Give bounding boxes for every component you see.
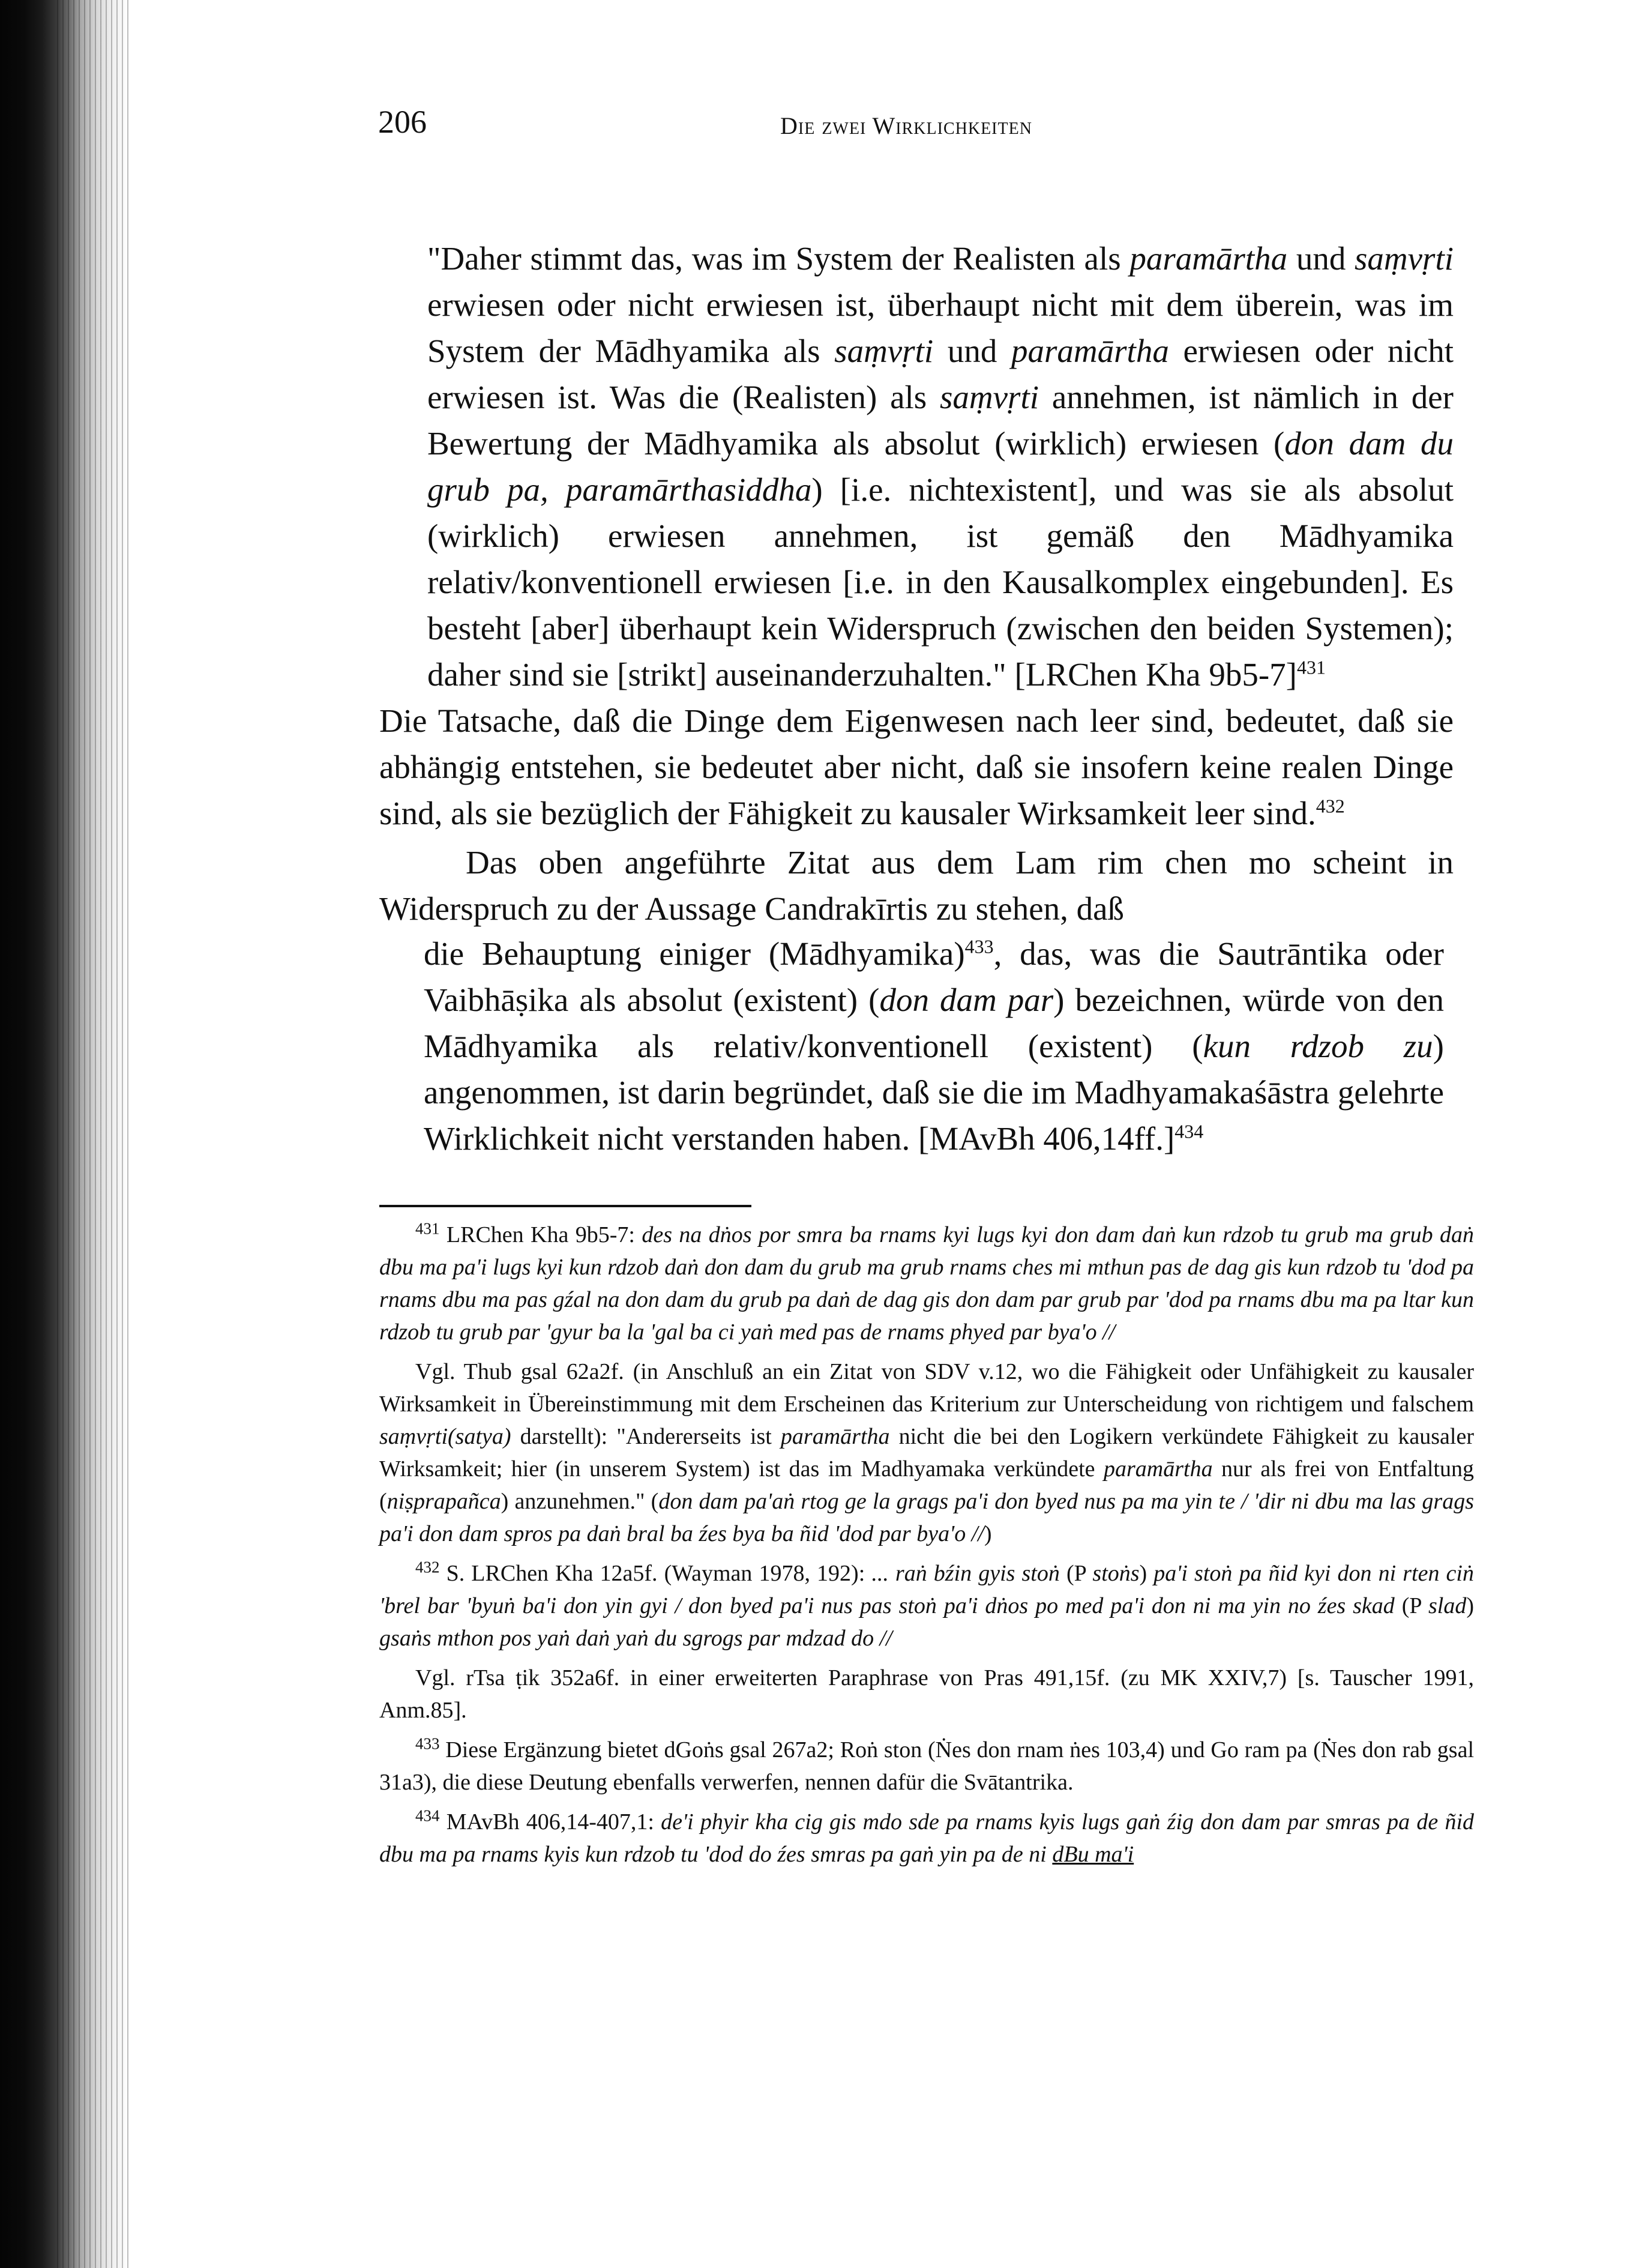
- body-paragraph-1: Die Tatsache, daß die Dinge dem Eigenwesen nach leer sind, bedeutet, daß sie abhängig entstehen, sie bedeutet aber nicht, daß sie insofern keine realen Dinge sind, als sie bezüglich der Fähigkeit zu kausaler Wirksamkeit leer sind.$^{432}$: [379, 702, 1454, 831]
- footnote-separator: [379, 1205, 751, 1207]
- footnote-431-continuation: Vgl. Thub gsal 62a2f. (in Anschluß an ein Zitat von SDV v.12, wo die Fähigkeit oder Unfähigkeit zu kausaler Wirksamkeit in Übereinstimmung mit dem Erscheinen das Kriterium zur Unterscheidung von richtigem und falschem saṃvṛti(satya) darstellt): "Andererseits ist paramārtha nicht die bei den Logikern verkündete Fähigkeit zu kausaler Wirksamkeit; hier (in unserem System) ist das im Madhyamaka verkündete paramārtha nur als frei von Entfaltung (niṣprapañca) anzunehmen." (don dam pa'aṅ rtog ge la grags pa'i don byed nus pa ma yin te / 'dir ni dbu ma las grags pa'i don dam spros pa daṅ bral ba źes bya ba ñid 'dod par bya'o //): [379, 1359, 1475, 1546]
- page-number: 206: [378, 104, 427, 140]
- footnote-432: $^{432}$ S. LRChen Kha 12a5f. (Wayman 1978, 192): ... raṅ bźin gyis stoṅ (P stoṅs) pa'i stoṅ pa ñid kyi don ni rten ciṅ 'brel bar 'byuṅ ba'i don yin gyi / don byed pa'i nus pas stoṅ pa'i dṅos po med pa'i don ni ma yin no źes skad (P slad) gsaṅs mthon pos yaṅ daṅ yaṅ du sgrogs par mdzad do //: [379, 1558, 1474, 1651]
- scan-gutter-lines: [57, 0, 129, 2268]
- footnote-ref-432[interactable]: 432: [1316, 795, 1345, 817]
- body-paragraph-2: Das oben angeführte Zitat aus dem Lam rim chen mo scheint in Widerspruch zu der Aussage Candrakīrtis zu stehen, daß: [379, 844, 1454, 927]
- block-quote-mavbh: die Behauptung einiger (Mādhyamika)$^{433}$, das, was die Sautrāntika oder Vaibhāṣika als absolut (existent) (don dam par) bezeichnen, würde von den Mādhyamika als relativ/konventionell (existent) (kun rdzob zu) angenommen, ist darin begründet, daß sie die im Madhyamakaśāstra gelehrte Wirklichkeit nicht verstanden haben. [MAvBh 406,14ff.]$^{434}$: [424, 935, 1445, 1157]
- footnote-ref-431[interactable]: 431: [1296, 656, 1326, 678]
- footnote-431: $^{431}$ LRChen Kha 9b5-7: des na dṅos por smra ba rnams kyi lugs kyi don dam daṅ kun rdzob tu grub ma grub daṅ dbu ma pa'i lugs kyi kun rdzob daṅ don dam du grub ma grub rnams ches mi mthun pas de dag gis kun rdzob tu 'dod pa rnams dbu ma pas gźal na don dam du grub pa daṅ de dag gis don dam par grub par 'dod pa rnams dbu ma pa ltar kun rdzob tu grub par 'gyur ba la 'gal ba ci yaṅ med pas de rnams phyed par bya'o //: [379, 1219, 1474, 1345]
- footnote-433: $^{433}$ Diese Ergänzung bietet dGoṅs gsal 267a2; Roṅ ston (Ṅes don rnam ṅes 103,4) und Go ram pa (Ṅes don rab gsal 31a3), die diese Deutung ebenfalls verwerfen, nennen dafür die Svātantrika.: [379, 1734, 1474, 1795]
- block-quote-lrchen: [427, 235, 1454, 698]
- footnote-432-continuation: Vgl. rTsa ṭik 352a6f. in einer erweiterten Paraphrase von Pras 491,15f. (zu MK XXIV,7) [s. Tauscher 1991, Anm.85].: [379, 1665, 1474, 1723]
- footnote-ref-434[interactable]: 434: [1174, 1120, 1204, 1142]
- quote-paragraph: "Daher stimmt das, was im System der Realisten als paramārtha und saṃvṛti erwiesen oder nicht erwiesen ist, überhaupt nicht mit dem überein, was im System der Mādhyamika als saṃvṛti und paramārtha erwiesen oder nicht erwiesen ist. Was die (Realisten) als saṃvṛti annehmen, ist nämlich in der Bewertung der Mādhyamika als absolut (wirklich) erwiesen (don dam du grub pa, paramārthasiddha) [i.e. nichtexistent], und was sie als absolut (wirklich) erwiesen annehmen, ist gemäß den Mādhyamika relativ/konventionell erwiesen [i.e. in den Kausalkomplex eingebunden]. Es besteht [aber] überhaupt kein Widerspruch (zwischen den beiden Systemen); daher sind sie [strikt] auseinanderzuhalten." [LRChen Kha 9b5-7]$^{431}$: [427, 240, 1454, 693]
- footnote-434: $^{434}$ MAvBh 406,14-407,1: de'i phyir kha cig gis mdo sde pa rnams kyis lugs gaṅ źig don dam par smras pa de ñid dbu ma pa rnams kyis kun rdzob tu 'dod do źes smras pa gaṅ yin pa de ni dBu ma'i: [379, 1806, 1474, 1867]
- footnotes: [379, 1219, 1474, 1878]
- running-head: Die zwei Wirklichkeiten: [780, 112, 1032, 139]
- footnote-ref-433[interactable]: 433: [964, 935, 994, 958]
